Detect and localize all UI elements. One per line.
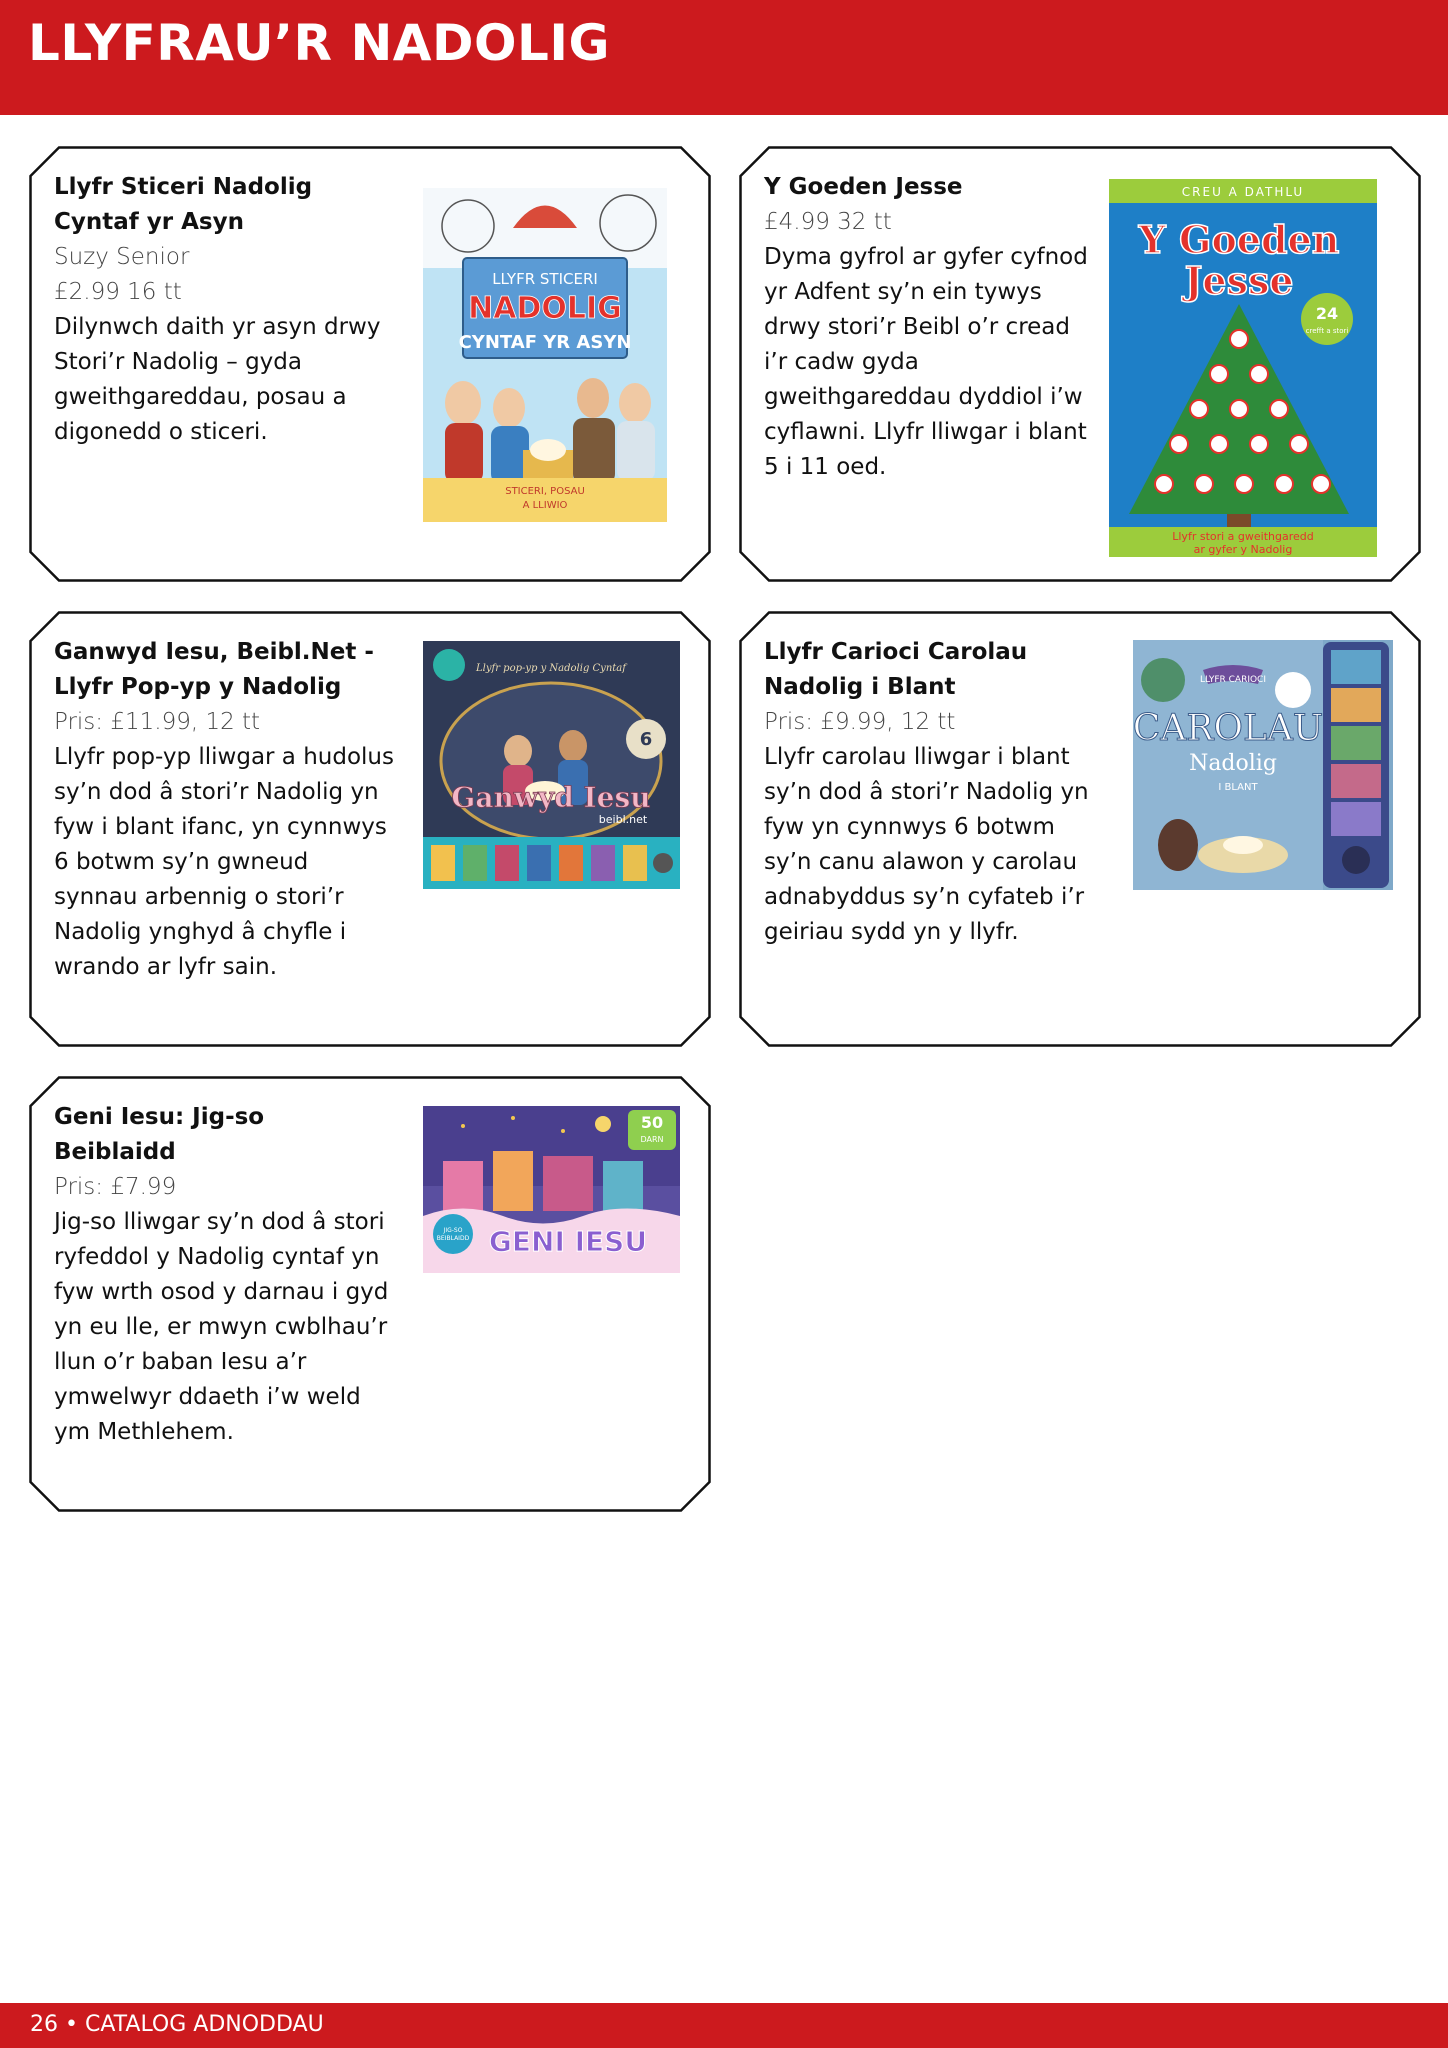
product-card bbox=[29, 611, 711, 1047]
cover-text: A LLIWIO bbox=[522, 500, 568, 511]
cover-text: beibl.net bbox=[598, 813, 648, 826]
cover-text: GENI IESU bbox=[488, 1225, 648, 1258]
product-description: Dilynwch daith yr asyn drwy Stori’r Nadolig – gyda gweithgareddau, posau a digonedd o sticeri. bbox=[54, 314, 381, 445]
product-description: Jig-so lliwgar sy’n dod â stori ryfeddol y Nadolig cyntaf yn fyw wrth osod y darnau i gyd yn eu lle, er mwyn cwblhau’r llun o’r baban Iesu a’r ymwelwyr ddaeth i’w weld ym Methlehem. bbox=[54, 1209, 389, 1445]
product-price: £4.99 32 tt bbox=[764, 209, 892, 235]
book-cover-image bbox=[1109, 179, 1377, 557]
product-description: Llyfr carolau lliwgar i blant sy’n dod â stori’r Nadolig yn fyw yn cynnwys 6 botwm sy’n canu alawon y carolau adnabyddus sy’n cyfateb i’r geiriau sydd yn y llyfr. bbox=[764, 744, 1089, 945]
cover-text: 50 bbox=[640, 1113, 664, 1132]
cover-text: LLYFR CARIOCI bbox=[1200, 675, 1266, 685]
product-title: Ganwyd Iesu, Beibl.Net - Llyfr Pop-yp y Nadolig bbox=[54, 639, 374, 700]
cover-text: I BLANT bbox=[1218, 782, 1258, 793]
cover-text: JIG-SO bbox=[443, 1227, 463, 1234]
product-card bbox=[29, 1076, 711, 1512]
page-title: LLYFRAU’R NADOLIG bbox=[28, 14, 611, 72]
book-cover-image bbox=[423, 188, 667, 522]
cover-text: Ganwyd Iesu bbox=[451, 781, 651, 814]
cover-text: Nadolig bbox=[1189, 751, 1277, 776]
product-price: £2.99 16 tt bbox=[54, 279, 182, 305]
cover-text: DARN bbox=[640, 1135, 664, 1144]
product-card bbox=[739, 611, 1421, 1047]
product-title: Llyfr Sticeri Nadolig Cyntaf yr Asyn bbox=[54, 174, 313, 235]
book-cover-image bbox=[423, 641, 680, 889]
product-title: Y Goeden Jesse bbox=[764, 174, 963, 200]
cover-text: BEIBLAIDD bbox=[436, 1235, 470, 1242]
footer-text: 26 • CATALOG ADNODDAU bbox=[30, 2012, 324, 2037]
product-description: Llyfr pop-yp lliwgar a hudolus sy’n dod â stori’r Nadolig yn fyw i blant ifanc, yn cynnwys 6 botwm sy’n gwneud synnau arbennig o stori’r Nadolig ynghyd â chyfle i wrando ar lyfr sain. bbox=[54, 744, 394, 980]
cover-text: 24 bbox=[1315, 304, 1339, 323]
product-price: Pris: £11.99, 12 tt bbox=[54, 709, 261, 735]
cover-text: 6 bbox=[639, 729, 653, 750]
cover-text: Y Goeden bbox=[1138, 217, 1340, 262]
cover-text: ar gyfer y Nadolig bbox=[1193, 543, 1293, 556]
product-title: Geni Iesu: Jig-so Beiblaidd bbox=[54, 1104, 265, 1165]
product-description: Dyma gyfrol ar gyfer cyfnod yr Adfent sy’n ein tywys drwy stori’r Beibl o’r cread i’r cadw gyda gweithgareddau dyddiol i’w cyflawni. Llyfr lliwgar i blant 5 i 11 oed. bbox=[764, 244, 1088, 480]
book-cover-image bbox=[423, 1106, 680, 1273]
cover-text: LLYFR STICERI bbox=[492, 270, 598, 288]
page-footer bbox=[0, 2003, 1448, 2048]
cover-text: CYNTAF YR ASYN bbox=[458, 332, 632, 353]
cover-text: Llyfr pop-yp y Nadolig Cyntaf bbox=[476, 663, 626, 674]
cover-text: STICERI, POSAU bbox=[505, 486, 585, 497]
cover-text: CREU A DATHLU bbox=[1181, 185, 1305, 199]
page-header bbox=[0, 0, 1448, 115]
product-card bbox=[739, 146, 1421, 582]
product-card bbox=[29, 146, 711, 582]
book-cover-image bbox=[1133, 640, 1393, 890]
cover-text: crefft a stori bbox=[1305, 327, 1349, 335]
cover-text: Jesse bbox=[1184, 258, 1294, 303]
product-price: Pris: £9.99, 12 tt bbox=[764, 709, 956, 735]
product-title: Llyfr Carioci Carolau Nadolig i Blant bbox=[764, 639, 1028, 700]
cover-text: CAROLAU bbox=[1133, 708, 1324, 749]
cover-text: Llyfr stori a gweithgaredd bbox=[1172, 530, 1314, 543]
product-price: Pris: £7.99 bbox=[54, 1174, 177, 1200]
product-author: Suzy Senior bbox=[54, 244, 190, 270]
cover-text: NADOLIG bbox=[468, 291, 622, 326]
